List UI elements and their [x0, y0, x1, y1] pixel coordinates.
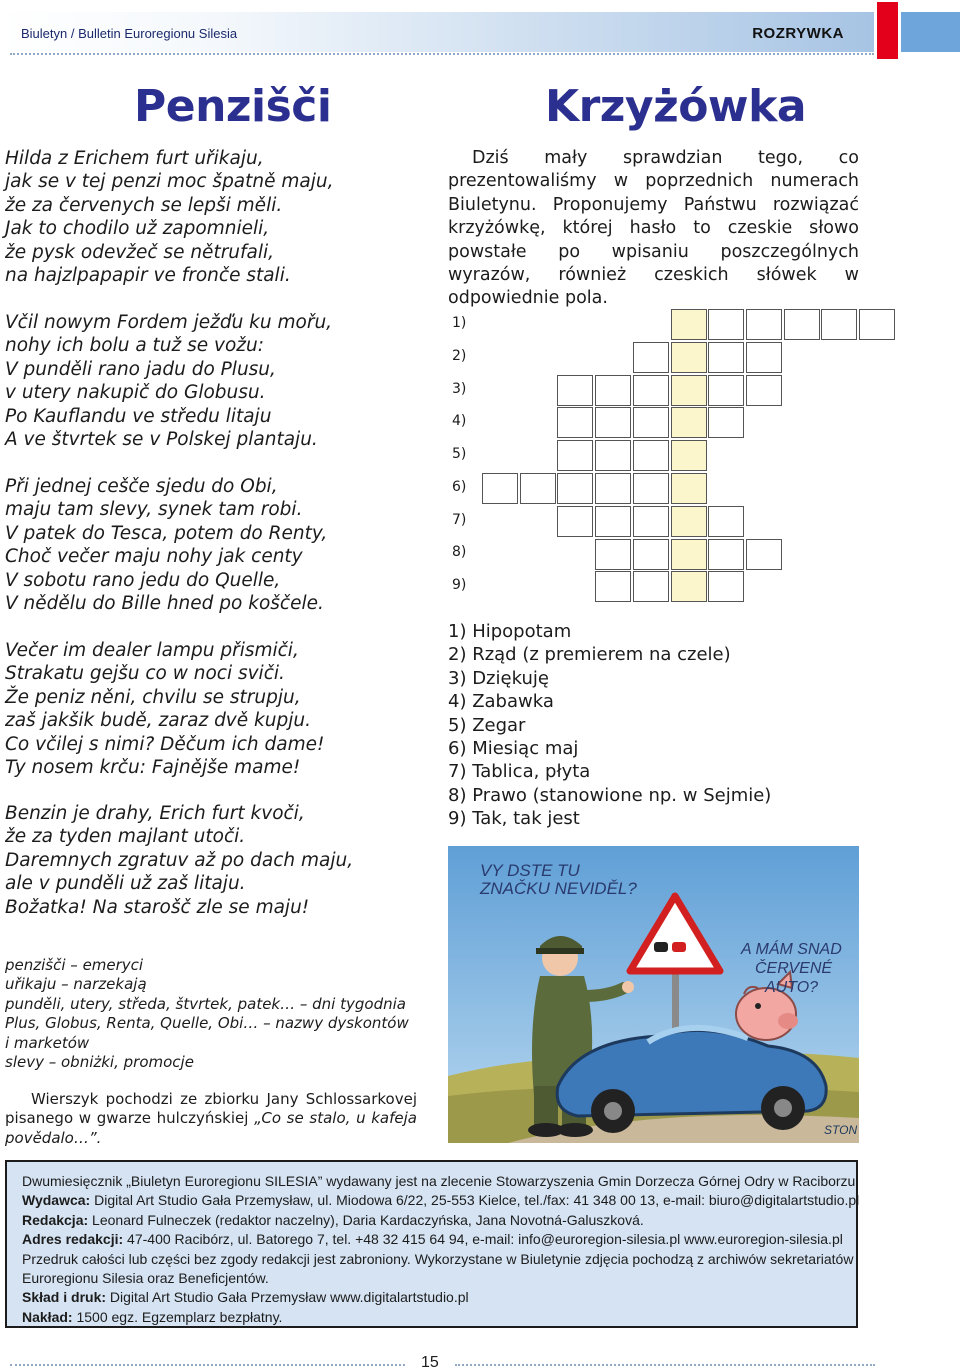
glossary-line: penzišči – emeryci	[5, 956, 144, 974]
poem-line: že za tyden majlant utoči.	[5, 826, 246, 848]
crossword-cell[interactable]	[557, 506, 593, 537]
clue: 8) Prawo (stanowione np. w Sejmie)	[448, 784, 772, 806]
row-number: 3)	[452, 381, 467, 397]
poem-line: Včil nowym Fordem ježďu ku mořu,	[5, 312, 333, 333]
crossword-cell[interactable]	[708, 539, 744, 570]
poem-line: nohy ich bolu a tuž se vožu:	[5, 335, 264, 357]
crossword-key-cell[interactable]	[671, 407, 707, 438]
clue: 3) Dziękuję	[448, 667, 549, 689]
poem-line: na hajzlpapapir ve fronče stali.	[5, 265, 291, 287]
clue: 1) Hipopotam	[448, 621, 572, 642]
poem-line: V nědělu do Bille hned po koščele.	[5, 593, 324, 615]
row-number: 7)	[452, 512, 467, 528]
poem-line: Jak to chodilo už zapomnieli,	[5, 218, 270, 240]
crossword-cell[interactable]	[633, 473, 669, 504]
poem-line: V patek do Tesca, potem do Renty,	[5, 522, 328, 544]
row-number: 9)	[452, 577, 467, 593]
crossword-cell[interactable]	[595, 375, 631, 406]
clue: 4) Zabawka	[448, 691, 554, 713]
crossword-cell[interactable]	[633, 506, 669, 537]
row-number: 1)	[452, 315, 467, 331]
crossword-cell[interactable]	[746, 309, 782, 340]
poem-stanza-3	[5, 475, 327, 615]
poem-line: maju tam slevy, synek tam robi.	[5, 499, 303, 521]
imprint-editors	[22, 1211, 844, 1230]
crossword-title: Krzyżówka	[545, 81, 807, 132]
poem-line: Choč večer maju nohy jak centy	[5, 546, 303, 568]
crossword-cell[interactable]	[633, 539, 669, 570]
footer-dotted-rule-left	[10, 1364, 405, 1366]
crossword-key-cell[interactable]	[671, 309, 707, 340]
poem-line: Strakatu gejšu co w noci sviči.	[5, 663, 285, 685]
glossary-line: i marketów	[5, 1033, 90, 1052]
poem-line: v utery nakupič do Globusu.	[5, 382, 266, 404]
crossword-cell[interactable]	[746, 375, 782, 406]
imprint-label: Nakład:	[22, 1308, 73, 1325]
poem-stanza-4	[5, 639, 324, 779]
crossword-cell[interactable]	[708, 309, 744, 340]
glossary-line: Plus, Globus, Renta, Quelle, Obi… – nazwy dyskontów	[5, 1014, 409, 1033]
crossword-key-cell[interactable]	[671, 473, 707, 504]
crossword-key-cell[interactable]	[671, 342, 707, 373]
glossary	[5, 956, 409, 1072]
crossword-cell[interactable]	[557, 407, 593, 438]
imprint-line: Przedruk całości lub części bez zgody redakcji jest zabroniony. Wykorzystane w Biuletynie zdjęcia pochodzą z archiwów sekretariatów	[22, 1250, 854, 1267]
poem-line: Hilda z Erichem furt uřikaju,	[5, 148, 264, 169]
crossword-cell[interactable]	[557, 375, 593, 406]
poem-line: Po Kauflandu ve středu litaju	[5, 405, 272, 427]
clue: 9) Tak, tak jest	[448, 808, 580, 830]
clue: 5) Zegar	[448, 714, 526, 736]
speech-right-line-3: AUTO?	[765, 979, 819, 996]
imprint-value: Digital Art Studio Gała Przemysław, ul. Miodowa 6/22, 25-553 Kielce, tel./fax: 41 348 00 13, e-mail: biuro@digitalartstudio.pl	[90, 1192, 860, 1209]
crossword-cell[interactable]	[633, 440, 669, 471]
crossword-key-cell[interactable]	[671, 375, 707, 406]
header-blue-block	[901, 12, 960, 52]
imprint-value: Leonard Fulneczek (redaktor naczelny), Daria Kardaczyńska, Jana Novotná-Galuszková.	[88, 1211, 644, 1228]
imprint-publisher	[22, 1191, 860, 1210]
poem-line: V punděli rano jadu do Plusu,	[5, 358, 276, 380]
crossword-cell[interactable]	[633, 342, 669, 373]
glossary-line: punděli, utery, středa, štvrtek, patek… – dni tygodnia	[5, 994, 406, 1013]
crossword-intro: Dziś mały sprawdzian tego, co prezentowaliśmy w poprzednich numerach Biuletynu. Proponujemy Państwu rozwiązać krzyżówkę, której hasło to czeskie słowo powstałe po wpisaniu poszczególnych wyrazów, również czeskich słówek w odpowiednie pola.	[448, 148, 859, 309]
imprint-value: 1500 egz. Egzemplarz bezpłatny.	[72, 1308, 283, 1325]
crossword-cell[interactable]	[595, 440, 631, 471]
crossword-clues	[448, 620, 771, 831]
imprint-label: Wydawca:	[22, 1192, 91, 1209]
poem-stanza-5	[5, 802, 353, 919]
crossword-cell[interactable]	[557, 440, 593, 471]
poem-line: že za červenych se lepši měli.	[5, 194, 283, 216]
speech-left-line-2: ZNAČKU NEVIDĚL?	[480, 879, 637, 898]
source-note	[5, 1090, 417, 1148]
crossword-cell[interactable]	[784, 309, 820, 340]
imprint-print	[22, 1288, 844, 1307]
header-dotted-rule	[10, 53, 874, 55]
row-number: 8)	[452, 544, 467, 560]
crossword-cell[interactable]	[708, 375, 744, 406]
crossword-key-cell[interactable]	[671, 506, 707, 537]
crossword-cell[interactable]	[482, 473, 518, 504]
poem-line: že pysk odevžeč se nětrufali,	[5, 241, 275, 263]
header-section-name: ROZRYWKA	[752, 25, 844, 42]
crossword-key-cell[interactable]	[671, 440, 707, 471]
crossword-cell[interactable]	[708, 506, 744, 537]
crossword-cell[interactable]	[595, 407, 631, 438]
crossword-cell[interactable]	[633, 375, 669, 406]
source-note-quote: „Co se stalo, u kafeja povědalo…”.	[5, 1109, 417, 1147]
crossword-key-cell[interactable]	[671, 571, 707, 602]
crossword-cell[interactable]	[821, 309, 857, 340]
poem-title: Penzišči	[134, 81, 332, 132]
footer-dotted-rule-right	[455, 1364, 875, 1366]
crossword-cell[interactable]	[595, 571, 631, 602]
imprint-label: Skład i druk:	[22, 1289, 107, 1306]
clue: 7) Tablica, płyta	[448, 761, 591, 783]
row-number: 4)	[452, 413, 467, 429]
poem-line: Že peniz něni, chvilu se strupju,	[5, 686, 301, 708]
row-number: 6)	[452, 479, 467, 495]
poem-line: jak se v tej penzi moc špatně maju,	[5, 171, 334, 193]
crossword-cell[interactable]	[595, 473, 631, 504]
crossword-grid	[482, 309, 862, 607]
row-number: 2)	[452, 348, 467, 364]
imprint-value: 47-400 Racibórz, ul. Batorego 7, tel. +48 32 415 64 94, e-mail: info@euroregion-silesia.pl www.euroregion-silesia.pl	[123, 1231, 843, 1248]
crossword-cell[interactable]	[595, 506, 631, 537]
glossary-line: slevy – obniżki, promocje	[5, 1053, 194, 1072]
poem-line: Večer im dealer lampu přismiči,	[5, 640, 299, 661]
crossword-cell[interactable]	[746, 539, 782, 570]
poem-line: ale v punděli už zaš litaju.	[5, 873, 246, 895]
row-number: 5)	[452, 446, 467, 462]
imprint-label: Redakcja:	[22, 1211, 89, 1228]
poem-stanza-1	[5, 147, 334, 287]
page-number: 15	[421, 1354, 439, 1371]
poem-stanza-2	[5, 311, 332, 451]
imprint-label: Adres redakcji:	[22, 1231, 124, 1248]
header-red-bar	[877, 2, 898, 59]
imprint-line: Euroregionu Silesia oraz Beneficjentów.	[22, 1270, 269, 1287]
crossword-cell[interactable]	[595, 539, 631, 570]
source-note-text: Wierszyk pochodzi ze zbiorku Jany Schlossarkovej pisanego w gwarze hulczyńskiej	[5, 1090, 417, 1128]
speech-right-line-1: A MÁM SNAD	[741, 941, 842, 958]
poem-line: Daremnych zgratuv až po dach maju,	[5, 849, 354, 871]
clue: 2) Rząd (z premierem na czele)	[448, 644, 731, 666]
crossword-cell[interactable]	[859, 309, 895, 340]
crossword-cell[interactable]	[633, 571, 669, 602]
clue: 6) Miesiąc maj	[448, 738, 579, 760]
crossword-cell[interactable]	[557, 473, 593, 504]
header-publication-name: Biuletyn / Bulletin Euroregionu Silesia	[21, 26, 238, 41]
crossword-cell[interactable]	[746, 342, 782, 373]
cartoon-signature: STON	[824, 1123, 858, 1137]
crossword-cell[interactable]	[708, 407, 744, 438]
crossword-cell[interactable]	[708, 571, 744, 602]
speech-left-line-1: VY DSTE TU	[480, 861, 580, 880]
imprint-line: Dwumiesięcznik „Biuletyn Euroregionu SILESIA” wydawany jest na zlecenie Stowarzyszenia Gmin Dorzecza Górnej Odry w Raciborzu.	[22, 1173, 860, 1189]
glossary-line: uřikaju – narzekają	[5, 975, 147, 994]
poem-line: Co včilej s nimi? Děčum ich dame!	[5, 733, 325, 755]
cartoon-drawing	[448, 846, 859, 1143]
poem-line: Benzin je drahy, Erich furt kvoči,	[5, 803, 305, 824]
poem-line: A ve štvrtek se v Polskej plantaju.	[5, 429, 318, 451]
imprint-run	[22, 1308, 844, 1327]
crossword-cell[interactable]	[708, 342, 744, 373]
poem-line: Božatka! Na starošč zle se maju!	[5, 896, 310, 918]
imprint-box	[5, 1160, 858, 1328]
poem-line: V sobotu rano jedu do Quelle,	[5, 569, 281, 591]
speech-right-line-2: ČERVENÉ	[755, 960, 833, 977]
crossword-key-cell[interactable]	[671, 539, 707, 570]
poem-line: Při jednej cešče sjedu do Obi,	[5, 476, 278, 497]
imprint-value: Digital Art Studio Gała Przemysław www.digitalartstudio.pl	[106, 1289, 469, 1306]
cartoon-illustration	[448, 846, 859, 1143]
poem-line: zaš jakšik budě, zaraz dvě kupju.	[5, 710, 311, 732]
imprint-address	[22, 1230, 844, 1249]
crossword-cell[interactable]	[520, 473, 556, 504]
poem-line: Ty nosem krču: Fajnějše mame!	[5, 757, 301, 779]
crossword-cell[interactable]	[633, 407, 669, 438]
